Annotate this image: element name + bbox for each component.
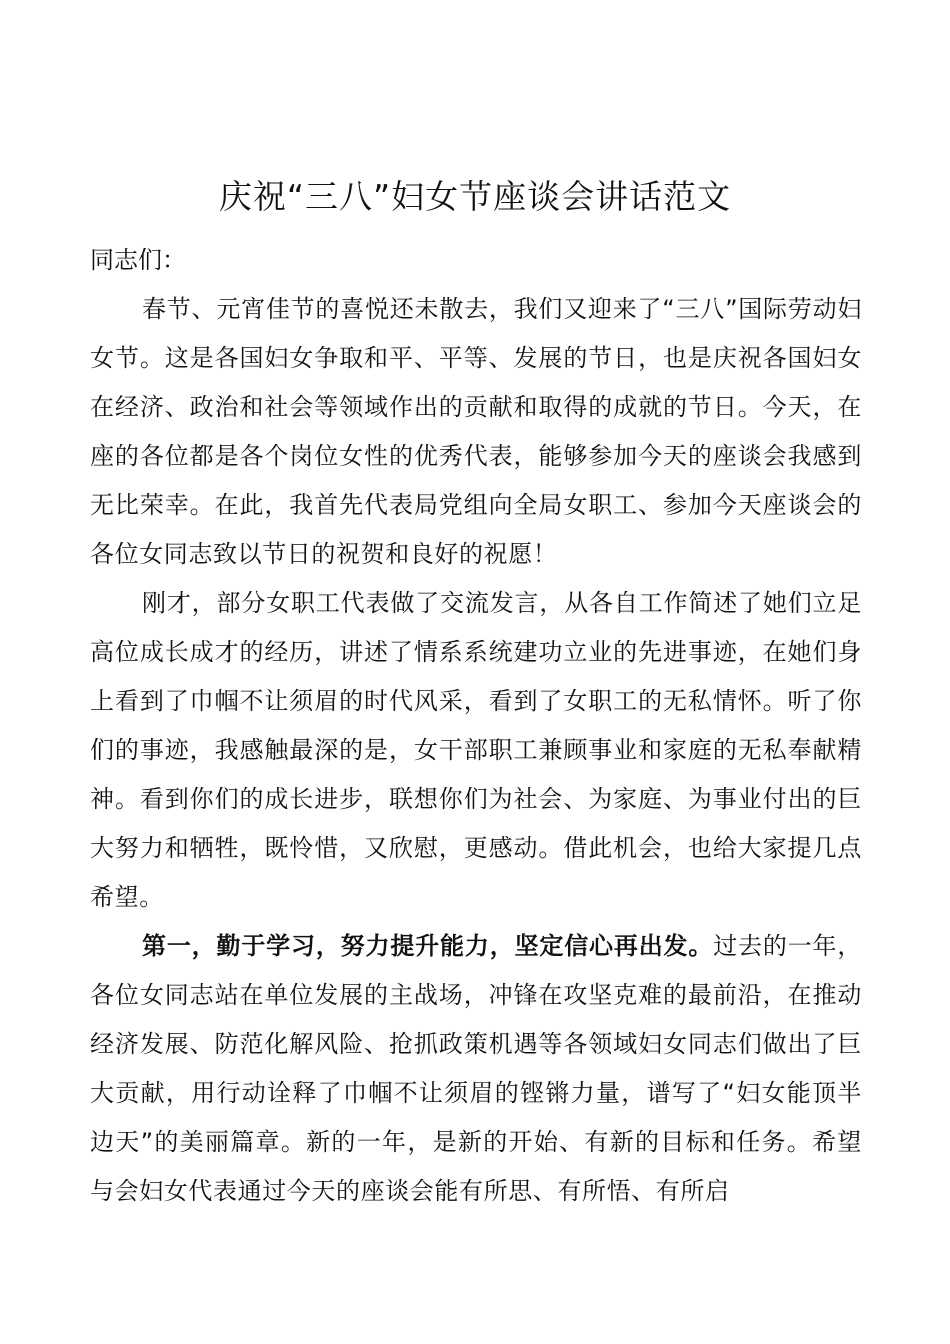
paragraph-text: 过去的一年，各位女同志站在单位发展的主战场，冲锋在攻坚克难的最前沿，在推动经济发展、防范化解风险、抢抓政策机遇等各领域妇女同志们做出了巨大贡献，用行动诠释了巾帼不让须眉的铿锵力量，谱写了“妇女能顶半边天”的美丽篇章。新的一年，是新的开始、有新的目标和任务。希望与会妇女代表通过今天的座谈会能有所思、有所悟、有所启 [90,932,862,1205]
paragraph-2 [90,579,862,922]
paragraph-text: 春节、元宵佳节的喜悦还未散去，我们又迎来了“三八”国际劳动妇女节。这是各国妇女争取和平、平等、发展的节日，也是庆祝各国妇女在经济、政治和社会等领域作出的贡献和取得的成就的节日。今天，在座的各位都是各个岗位女性的优秀代表，能够参加今天的座谈会我感到无比荣幸。在此，我首先代表局党组向全局女职工、参加今天座谈会的各位女同志致以节日的祝贺和良好的祝愿！ [90,295,862,568]
salutation: 同志们： [90,246,186,274]
document-body [90,236,862,1216]
document-title: 庆祝“三八”妇女节座谈会讲话范文 [218,177,732,216]
paragraph-lead-heading: 第一，勤于学习，努力提升能力，坚定信心再出发。 [142,932,714,960]
paragraph-3 [90,922,862,1216]
paragraph-text: 刚才，部分女职工代表做了交流发言，从各自工作简述了她们立足高位成长成才的经历，讲述了情系系统建功立业的先进事迹，在她们身上看到了巾帼不让须眉的时代风采，看到了女职工的无私情怀。听了你们的事迹，我感触最深的是，女干部职工兼顾事业和家庭的无私奉献精神。看到你们的成长进步，联想你们为社会、为家庭、为事业付出的巨大努力和牺牲，既怜惜，又欣慰，更感动。借此机会，也给大家提几点希望。 [90,589,862,911]
paragraph-1 [90,285,862,579]
